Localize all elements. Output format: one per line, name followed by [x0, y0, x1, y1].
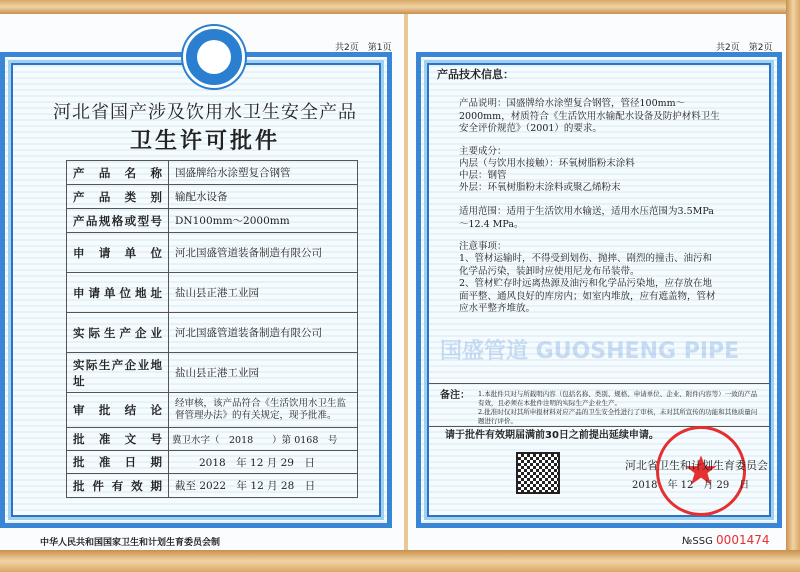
row-value: 输配水设备 — [169, 185, 358, 209]
row-label: 产品类别 — [67, 185, 169, 209]
row-value: 盐山县正港工业园 — [169, 273, 358, 313]
document-subtitle: 卫生许可批件 — [129, 128, 280, 154]
row-label: 产品规格或型号 — [67, 209, 169, 233]
serial-number — [682, 534, 770, 549]
permit-table — [66, 160, 358, 498]
page-indicator: 共2页 第1页 — [335, 43, 392, 53]
row-label: 产品名称 — [67, 161, 169, 185]
row-label: 实际生产企业 — [67, 313, 169, 353]
table-row — [67, 474, 358, 498]
table-row — [67, 353, 358, 393]
page-indicator: 共2页 第2页 — [716, 43, 773, 53]
row-value: 国盛牌给水涂塑复合钢管 — [169, 161, 358, 185]
table-row — [67, 451, 358, 474]
application-scope: 适用范围：适用于生活饮用水输送，适用水压范围为3.5MPa～12.4 MPa。 — [459, 206, 714, 230]
table-row — [67, 185, 358, 209]
row-label: 审批结论 — [67, 393, 169, 428]
serial-digits: 0001474 — [716, 533, 770, 547]
row-value: 冀卫水字（ 2018 ）第 0168 号 — [169, 428, 358, 451]
row-value: 河北国盛管道装备制造有限公司 — [169, 313, 358, 353]
row-label: 批件有效期 — [67, 474, 169, 498]
wood-frame-top — [0, 0, 800, 14]
row-value: 河北国盛管道装备制造有限公司 — [169, 233, 358, 273]
document-title: 河北省国产涉及饮用水卫生安全产品 — [53, 102, 357, 123]
row-value: DN100mm～2000mm — [169, 209, 358, 233]
table-row — [67, 273, 358, 313]
composition-title: 主要成分： — [459, 146, 507, 157]
composition-middle: 中层：钢管 — [459, 170, 507, 181]
table-row — [67, 428, 358, 451]
company-watermark: 国盛管道 GUOSHENG PIPE — [440, 339, 740, 364]
divider — [429, 426, 769, 427]
product-description: 产品说明：国盛牌给水涂塑复合钢管，管径100mm～2000mm，材质符合《生活饮用水输配水设备及防护材料卫生安全评价规范》（2001）的要求。 — [459, 98, 720, 134]
row-value: 盐山县正港工业园 — [169, 353, 358, 393]
composition-outer: 外层：环氧树脂粉末涂料或聚乙烯粉末 — [459, 182, 621, 193]
table-row — [67, 233, 358, 273]
row-label: 申请单位地址 — [67, 273, 169, 313]
row-label: 实际生产企业地址 — [67, 353, 169, 393]
composition-inner: 内层（与饮用水接触）：环氧树脂粉末涂料 — [459, 158, 635, 169]
table-row — [67, 313, 358, 353]
note-item: 1、管材运输时，不得受到划伤、抛摔、剧烈的撞击、油污和化学品污染，装卸时应使用尼龙布吊装带。 — [459, 253, 713, 277]
remarks-label: 备注： — [440, 390, 470, 401]
table-row — [67, 161, 358, 185]
row-label: 申请单位 — [67, 233, 169, 273]
wood-frame-right — [786, 0, 800, 572]
issuer-name: 河北省卫生和计划生育委员会 — [625, 459, 768, 472]
remark-item: 1.本批件只对与所载明内容（包括名称、类别、规格、申请单位、企业、附件内容等）一致的产品有效，且必须在本批件注明的实际生产企业生产。 — [478, 390, 758, 407]
notes-title: 注意事项： — [459, 241, 507, 252]
row-label: 批准文号 — [67, 428, 169, 451]
qr-code[interactable] — [516, 452, 560, 494]
renewal-notice: 请于批件有效期届满前30日之前提出延续申请。 — [445, 430, 659, 441]
row-value: 2018 年 12 月 29 日 — [169, 451, 358, 474]
health-inspection-emblem — [183, 26, 245, 88]
divider — [429, 383, 769, 384]
table-row — [67, 209, 358, 233]
row-value: 经审核，该产品符合《生活饮用水卫生监督管理办法》的有关规定，现予批准。 — [169, 393, 358, 428]
serial-prefix: №SSG — [682, 536, 713, 547]
issuing-authority-footer: 中华人民共和国国家卫生和计划生育委员会制 — [40, 538, 221, 548]
table-row — [67, 393, 358, 428]
note-item: 2、管材贮存时远离热源及油污和化学品污染地，应存放在地面平整、通风良好的库房内；如室内堆放，应有遮盖物，管材应水平整齐堆放。 — [459, 278, 716, 314]
row-value: 截至 2022 年 12 月 28 日 — [169, 474, 358, 498]
remark-item: 2.批准时仅对其所申报材料对应产品的卫生安全性进行了审核，未对其所宣传的功能和其他质量问题进行评价。 — [478, 408, 758, 425]
wood-frame-bottom — [0, 550, 800, 572]
issue-date: 2018 年 12 月 29 日 — [632, 480, 750, 491]
row-label: 批准日期 — [67, 451, 169, 474]
tech-info-heading: 产品技术信息： — [437, 68, 514, 81]
